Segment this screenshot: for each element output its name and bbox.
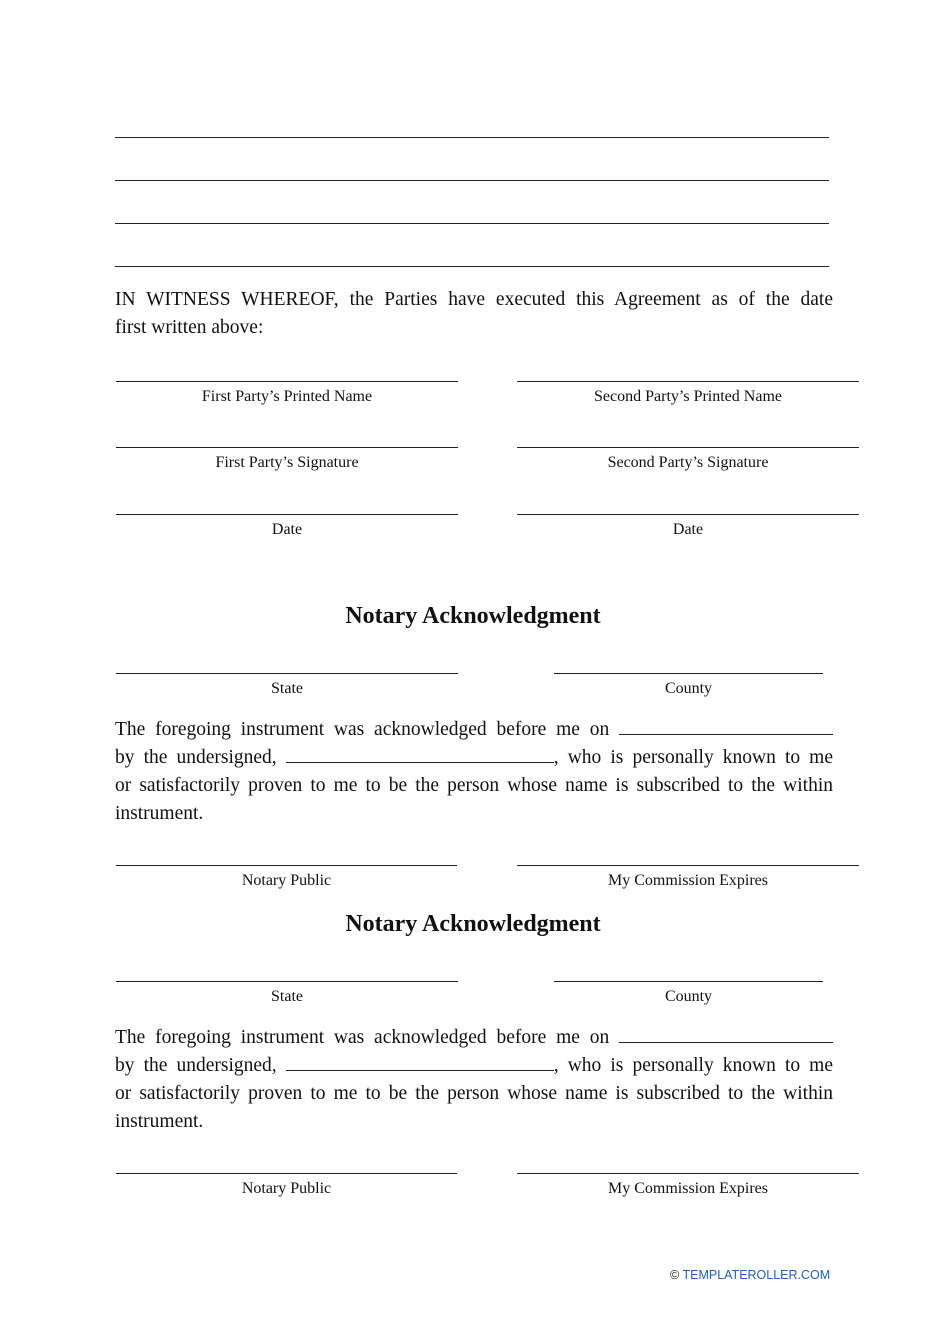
notary-1-name-blank[interactable] bbox=[286, 746, 554, 763]
second-printed-name-label: Second Party’s Printed Name bbox=[594, 388, 782, 405]
witness-paragraph bbox=[115, 286, 833, 342]
notary-2-state-line[interactable] bbox=[116, 981, 458, 982]
notary-heading-2: Notary Acknowledgment bbox=[345, 911, 601, 937]
first-signature-line[interactable] bbox=[116, 447, 458, 448]
blank-line-4[interactable] bbox=[115, 266, 829, 267]
notary-1-public-label: Notary Public bbox=[241, 872, 332, 889]
witness-line-1: IN WITNESS WHEREOF, the Parties have executed this Agreement as of the date bbox=[115, 289, 833, 310]
notary-1-line-1 bbox=[115, 716, 833, 744]
notary-2-line-1 bbox=[115, 1024, 833, 1052]
second-printed-name-line[interactable] bbox=[517, 381, 859, 382]
notary-2-date-blank[interactable] bbox=[619, 1026, 833, 1043]
copyright-icon: © bbox=[670, 1268, 680, 1282]
witness-line-2: first written above: bbox=[115, 317, 264, 338]
notary-1-paragraph bbox=[115, 716, 833, 828]
blank-line-1[interactable] bbox=[115, 137, 829, 138]
notary-2-county-label: County bbox=[664, 988, 713, 1005]
blank-line-3[interactable] bbox=[115, 223, 829, 224]
notary-1-county-label: County bbox=[664, 680, 713, 697]
notary-2-commission-label: My Commission Expires bbox=[607, 1180, 768, 1197]
notary-2-paragraph bbox=[115, 1024, 833, 1136]
notary-2-public-label: Notary Public bbox=[241, 1180, 332, 1197]
second-date-label: Date bbox=[672, 521, 704, 538]
notary-2-public-line[interactable] bbox=[116, 1173, 457, 1174]
blank-line-2[interactable] bbox=[115, 180, 829, 181]
notary-heading-1: Notary Acknowledgment bbox=[345, 603, 601, 629]
second-signature-label: Second Party’s Signature bbox=[607, 454, 769, 471]
first-date-line[interactable] bbox=[116, 514, 458, 515]
templateroller-link[interactable]: TEMPLATEROLLER.COM bbox=[682, 1268, 831, 1282]
second-signature-line[interactable] bbox=[517, 447, 859, 448]
notary-1-line-2a: by the undersigned, bbox=[115, 747, 277, 768]
notary-1-commission-label: My Commission Expires bbox=[607, 872, 768, 889]
notary-2-commission-line[interactable] bbox=[517, 1173, 859, 1174]
notary-1-line-3: or satisfactorily proven to me to be the person whose name is subscribed to the within bbox=[115, 775, 833, 796]
notary-2-line-2a: by the undersigned, bbox=[115, 1055, 277, 1076]
notary-2-line-2 bbox=[115, 1052, 833, 1080]
notary-1-state-line[interactable] bbox=[116, 673, 458, 674]
notary-1-state-label: State bbox=[271, 680, 303, 697]
notary-1-line-4: instrument. bbox=[115, 803, 204, 824]
first-signature-label: First Party’s Signature bbox=[215, 454, 359, 471]
notary-1-public-line[interactable] bbox=[116, 865, 457, 866]
notary-1-commission-line[interactable] bbox=[517, 865, 859, 866]
notary-1-line-2b: , who is personally known to me bbox=[553, 747, 834, 768]
notary-2-state-label: State bbox=[271, 988, 303, 1005]
notary-2-county-line[interactable] bbox=[554, 981, 823, 982]
first-printed-name-label: First Party’s Printed Name bbox=[201, 388, 373, 405]
footer-credit bbox=[670, 1267, 830, 1283]
notary-2-line-1-text: The foregoing instrument was acknowledged before me on bbox=[115, 1027, 610, 1048]
second-date-line[interactable] bbox=[517, 514, 859, 515]
first-printed-name-line[interactable] bbox=[116, 381, 458, 382]
notary-2-name-blank[interactable] bbox=[286, 1054, 554, 1071]
notary-2-line-4: instrument. bbox=[115, 1111, 204, 1132]
notary-1-line-1-text: The foregoing instrument was acknowledged before me on bbox=[115, 719, 610, 740]
notary-1-date-blank[interactable] bbox=[619, 718, 833, 735]
notary-2-line-3: or satisfactorily proven to me to be the person whose name is subscribed to the within bbox=[115, 1083, 833, 1104]
notary-2-line-2b: , who is personally known to me bbox=[553, 1055, 834, 1076]
notary-1-county-line[interactable] bbox=[554, 673, 823, 674]
first-date-label: Date bbox=[271, 521, 303, 538]
notary-1-line-2 bbox=[115, 744, 833, 772]
